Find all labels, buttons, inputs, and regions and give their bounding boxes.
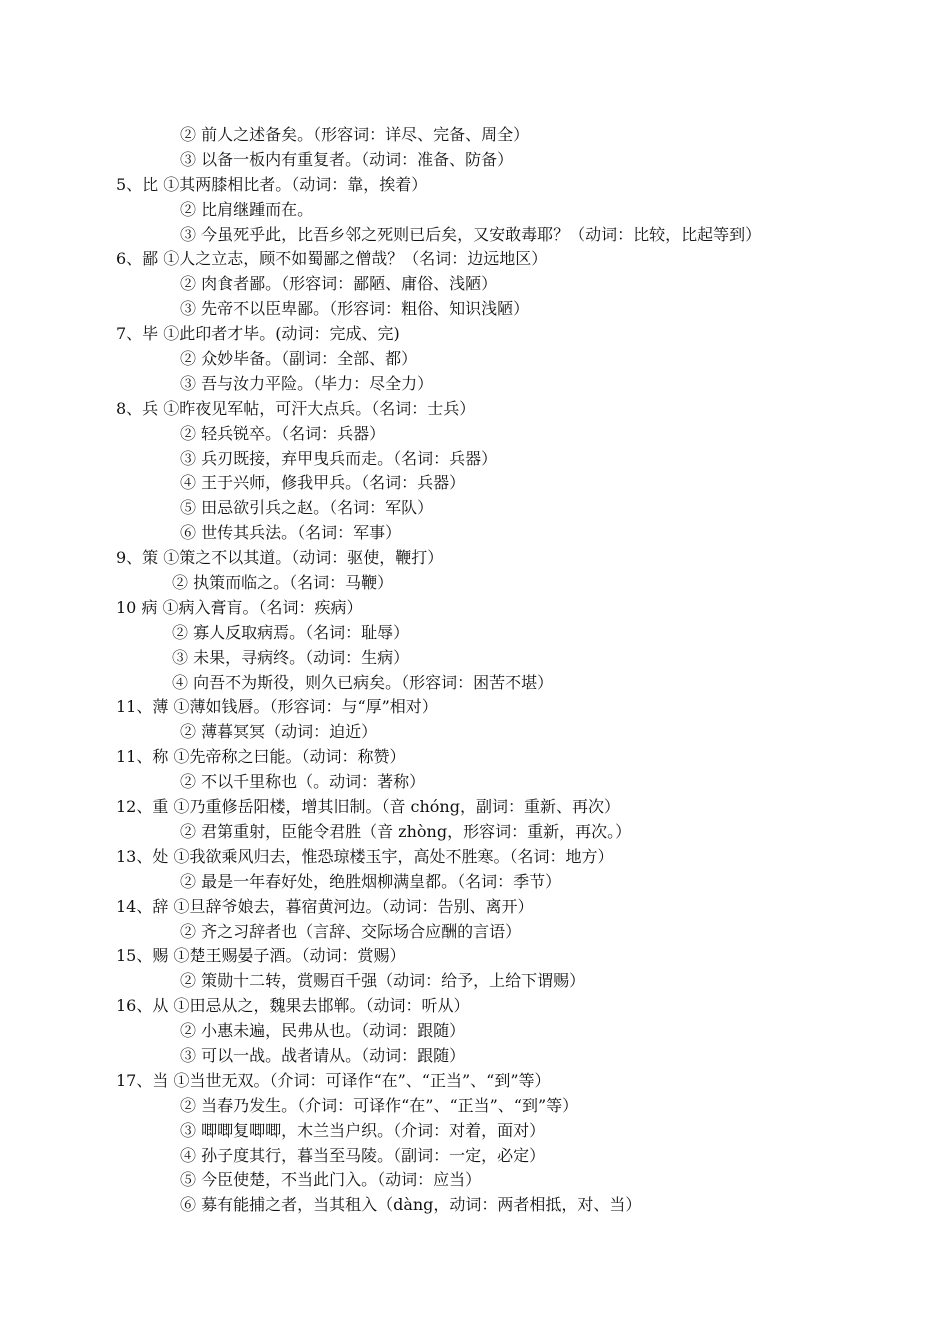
text-line: ③ 今虽死乎此，比吾乡邻之死则已后矣，又安敢毒耶？（动词：比较，比起等到） bbox=[180, 224, 762, 244]
text-line: ② 肉食者鄙。（形容词：鄙陋、庸俗、浅陋） bbox=[180, 274, 498, 294]
text-line: ④ 王于兴师，修我甲兵。（名词：兵器） bbox=[180, 473, 466, 493]
text-line: ② 薄暮冥冥（动词：迫近） bbox=[180, 722, 378, 742]
entry-heading: 13、处 ①我欲乘风归去，惟恐琼楼玉宇，高处不胜寒。（名词：地方） bbox=[116, 846, 614, 866]
entry-heading: 7、毕 ①此印者才毕。(动词：完成、完) bbox=[116, 324, 400, 344]
text-body bbox=[0, 123, 950, 1218]
text-line: ⑤ 田忌欲引兵之赵。（名词：军队） bbox=[180, 498, 434, 518]
text-line: ② 当春乃发生。（介词：可译作“在”、“正当”、“到”等） bbox=[180, 1095, 579, 1115]
entry-heading: 11、称 ①先帝称之曰能。（动词：称赞） bbox=[116, 747, 406, 767]
text-line: ③ 先帝不以臣卑鄙。（形容词：粗俗、知识浅陋） bbox=[180, 299, 530, 319]
entry-heading: 5、比 ①其两膝相比者。（动词：靠，挨着） bbox=[116, 174, 428, 194]
text-line: ③ 以备一板内有重复者。（动词：准备、防备） bbox=[180, 149, 514, 169]
entry-heading: 10 病 ①病入膏肓。（名词：疾病） bbox=[116, 597, 363, 617]
entry-heading: 8、兵 ①昨夜见军帖，可汗大点兵。（名词：士兵） bbox=[116, 398, 476, 418]
text-line: ④ 向吾不为斯役，则久已病矣。（形容词：困苦不堪） bbox=[172, 672, 554, 692]
text-line: ② 小惠未遍，民弗从也。（动词：跟随） bbox=[180, 1021, 466, 1041]
entry-heading: 17、当 ①当世无双。（介词：可译作“在”、“正当”、“到”等） bbox=[116, 1070, 551, 1090]
text-line: ④ 孙子度其行，暮当至马陵。（副词：一定，必定） bbox=[180, 1145, 546, 1165]
text-line: ② 执策而临之。（名词：马鞭） bbox=[172, 573, 394, 593]
text-line: ③ 吾与汝力平险。（毕力：尽全力） bbox=[180, 373, 434, 393]
text-line: ② 策勋十二转，赏赐百千强（动词：给予，上给下谓赐） bbox=[180, 971, 586, 991]
text-line: ③ 兵刃既接，弃甲曳兵而走。（名词：兵器） bbox=[180, 448, 498, 468]
text-line: ② 轻兵锐卒。（名词：兵器） bbox=[180, 423, 386, 443]
text-line: ② 君第重射，臣能令君胜（音 zhòng，形容词：重新，再次。） bbox=[180, 821, 632, 841]
entry-heading: 6、鄙 ①人之立志，顾不如蜀鄙之僧哉？（名词：边远地区） bbox=[116, 249, 548, 269]
entry-heading: 12、重 ①乃重修岳阳楼，增其旧制。（音 chóng，副词：重新、再次） bbox=[116, 797, 620, 817]
text-line: ③ 未果，寻病终。（动词：生病） bbox=[172, 647, 410, 667]
text-line: ⑥ 募有能捕之者，当其租入（dàng，动词：两者相抵，对、当） bbox=[180, 1195, 642, 1215]
text-line: ③ 可以一战。战者请从。（动词：跟随） bbox=[180, 1045, 466, 1065]
text-line: ⑤ 今臣使楚，不当此门入。（动词：应当） bbox=[180, 1170, 482, 1190]
text-line: ② 不以千里称也（。动词：著称） bbox=[180, 772, 426, 792]
text-line: ② 众妙毕备。（副词：全部、都） bbox=[180, 349, 418, 369]
text-line: ⑥ 世传其兵法。（名词：军事） bbox=[180, 523, 402, 543]
text-line: ② 寡人反取病焉。（名词：耻辱） bbox=[172, 622, 410, 642]
text-line: ③ 唧唧复唧唧，木兰当户织。（介词：对着，面对） bbox=[180, 1120, 546, 1140]
entry-heading: 11、薄 ①薄如钱唇。（形容词：与“厚”相对） bbox=[116, 697, 438, 717]
text-line: ② 比肩继踵而在。 bbox=[180, 199, 314, 219]
text-line: ② 齐之习辞者也（言辞、交际场合应酬的言语） bbox=[180, 921, 522, 941]
entry-heading: 16、从 ①田忌从之，魏果去邯郸。（动词：听从） bbox=[116, 996, 470, 1016]
text-line: ② 最是一年春好处，绝胜烟柳满皇都。（名词：季节） bbox=[180, 871, 562, 891]
entry-heading: 15、赐 ①楚王赐晏子酒。（动词：赏赐） bbox=[116, 946, 406, 966]
entry-heading: 9、策 ①策之不以其道。（动词：驱使，鞭打） bbox=[116, 548, 444, 568]
entry-heading: 14、辞 ①旦辞爷娘去，暮宿黄河边。（动词：告别、离开） bbox=[116, 896, 534, 916]
text-line: ② 前人之述备矣。（形容词：详尽、完备、周全） bbox=[180, 125, 530, 144]
